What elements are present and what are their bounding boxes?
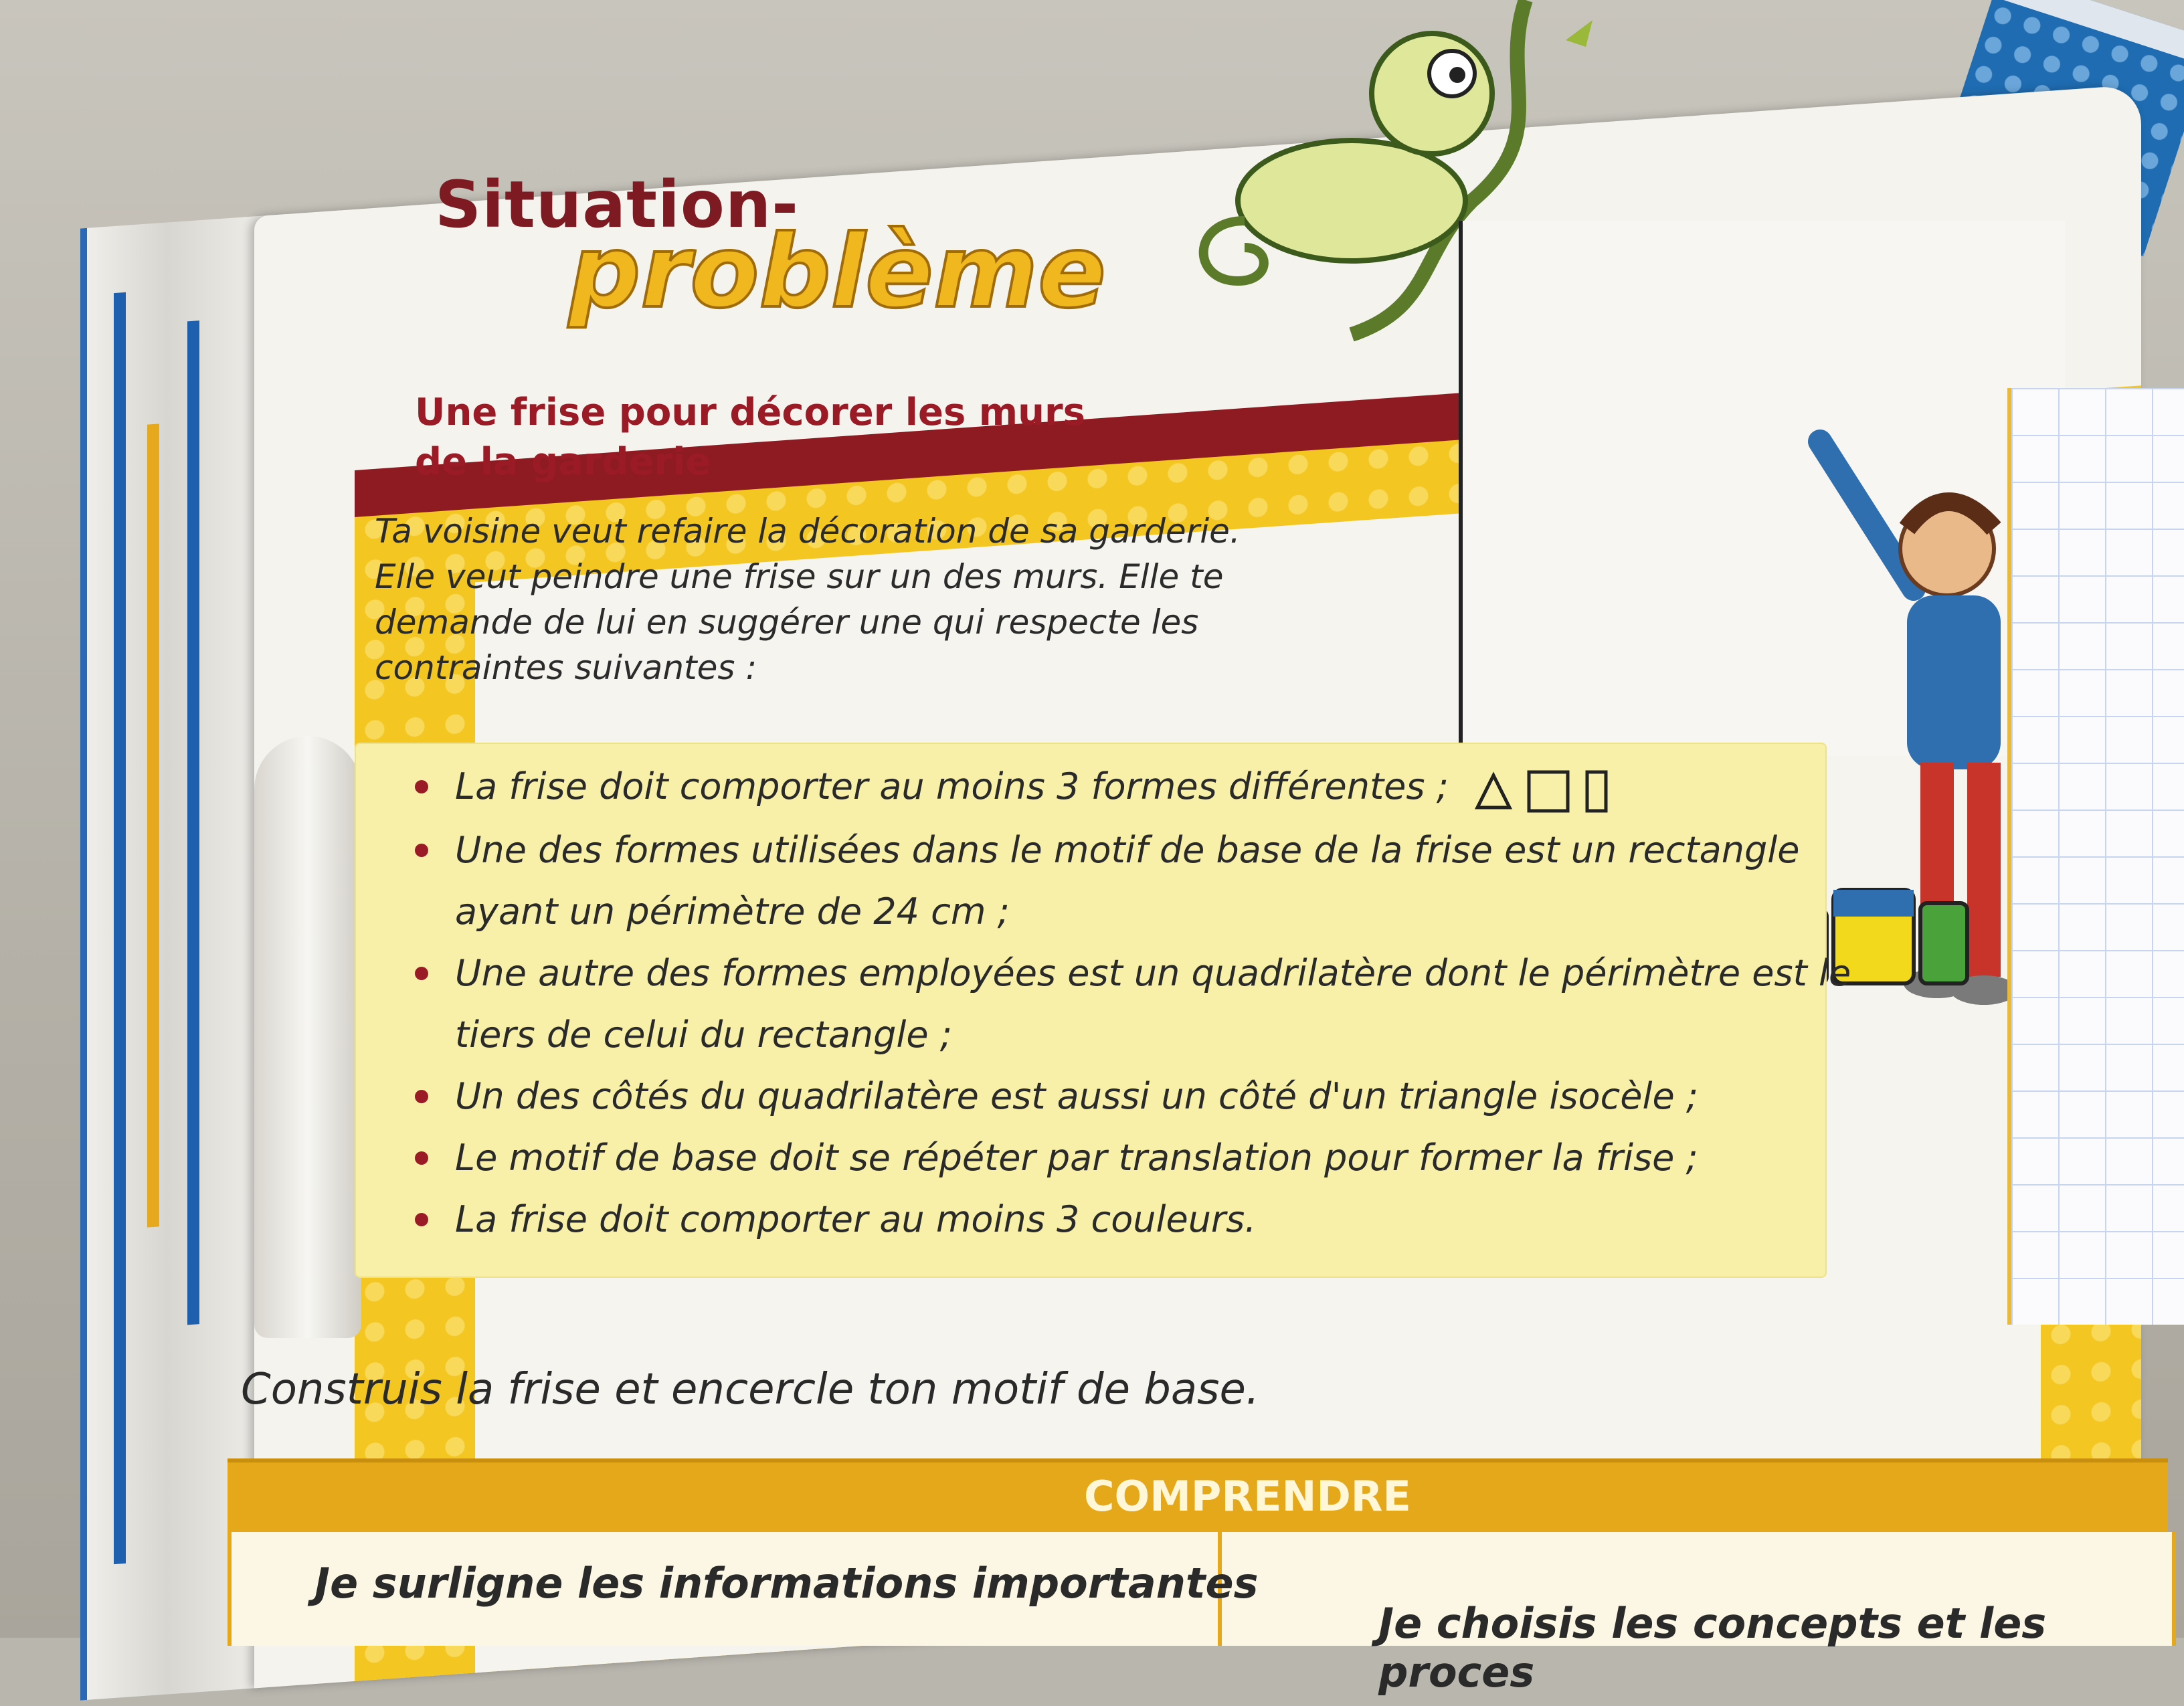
table-cell-left: Je surligne les informations importantes [314,1559,1259,1608]
graph-paper-page [2007,388,2184,1325]
rectangle-icon [1583,768,1610,815]
subtitle-line: de la garderie [415,440,711,484]
intro-paragraph [375,508,1325,690]
constraint-item: La frise doit comporter au moins 3 couleurs. [415,1189,1887,1250]
page-edge-stripe [147,423,159,1227]
triangle-icon [1473,771,1514,812]
comprendre-label: COMPRENDRE [1084,1472,1411,1521]
intro-line: Elle veut peindre une frise sur un des murs. Elle te [375,557,1224,596]
subtitle-line: Une frise pour décorer les murs [415,391,1085,434]
constraint-item: Une autre des formes employées est un quadrilatère dont le périmètre est le tiers de celui du rectangle ; [415,943,1887,1066]
constraint-item: Un des côtés du quadrilatère est aussi un côté d'un triangle isocèle ; [415,1066,1887,1127]
page-edge-stripe [187,320,199,1325]
constraints-list [415,756,1887,1250]
section-subtitle [415,388,1151,487]
handwritten-shapes [1473,758,1610,820]
title-probleme: problème [569,214,1106,330]
title-situation: Situation- [435,167,799,242]
constraint-item [415,756,1887,820]
constraint-text: La frise doit comporter au moins 3 formes différentes ; [455,765,1449,808]
scroll-roll [254,736,361,1338]
task-instruction: Construis la frise et encercle ton motif de base. [241,1365,1260,1414]
page-edge-stripe [114,292,126,1564]
intro-line: Ta voisine veut refaire la décoration de sa garderie. [375,512,1241,551]
intro-line: demande de lui en suggérer une qui respecte les [375,603,1199,642]
intro-line: contraintes suivantes : [375,648,757,687]
constraint-item: Le motif de base doit se répéter par translation pour former la frise ; [415,1127,1887,1189]
constraint-item: Une des formes utilisées dans le motif de base de la frise est un rectangle ayant un périmètre de 24 cm ; [415,820,1887,943]
table-cell-right: Je choisis les concepts et les proces [1378,1599,2047,1697]
square-icon [1525,768,1572,815]
